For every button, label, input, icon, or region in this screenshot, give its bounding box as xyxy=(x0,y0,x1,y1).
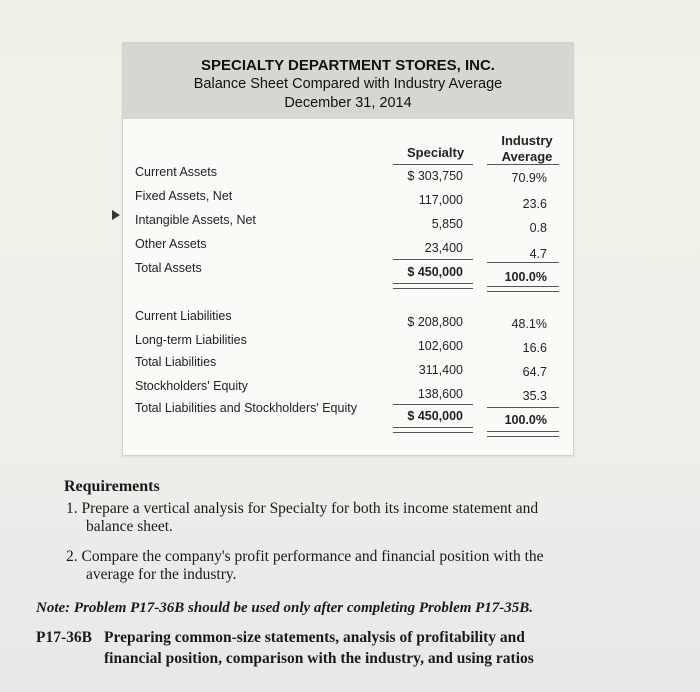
subtotal-rule-industry xyxy=(487,262,559,263)
row-label: Other Assets xyxy=(135,237,207,251)
row-industry-value: 4.7 xyxy=(529,247,547,261)
cursor-arrow-icon xyxy=(112,210,120,220)
row-label: Fixed Assets, Net xyxy=(135,189,233,203)
header-rule-specialty xyxy=(393,164,473,165)
company-name: SPECIALTY DEPARTMENT STORES, INC. xyxy=(201,57,495,74)
row-industry-value: 70.9% xyxy=(511,171,547,185)
row-specialty-value: $ 303,750 xyxy=(407,169,463,183)
requirement-1-line2: balance sheet. xyxy=(86,518,173,535)
problem-note: Note: Problem P17-36B should be used only after completing Problem P17-35B. xyxy=(36,600,534,616)
header-rule-industry xyxy=(487,164,559,165)
row-specialty-value: 138,600 xyxy=(417,387,463,401)
row-industry-value: 48.1% xyxy=(511,317,547,331)
row-label: Intangible Assets, Net xyxy=(135,213,256,227)
row-industry-value: 0.8 xyxy=(529,221,547,235)
subtotal-rule-industry xyxy=(487,407,559,408)
row-label: Current Liabilities xyxy=(135,309,232,323)
row-specialty-value: 23,400 xyxy=(424,241,463,255)
requirement-2-line1: 2. Compare the company's profit performance and financial position with the xyxy=(66,548,544,565)
row-label: Total Liabilities xyxy=(135,355,217,369)
row-industry-value: 100.0% xyxy=(504,413,547,427)
row-specialty-value: 311,400 xyxy=(418,363,463,377)
statement-subtitle: Balance Sheet Compared with Industry Average xyxy=(193,76,503,92)
requirements-heading: Requirements xyxy=(64,478,160,495)
row-label: Stockholders' Equity xyxy=(135,379,248,393)
row-specialty-value: $ 450,000 xyxy=(407,265,463,279)
row-label: Total Assets xyxy=(135,261,202,275)
balance-sheet-card xyxy=(122,42,574,456)
total-double-rule-specialty xyxy=(393,283,473,289)
total-double-rule-industry xyxy=(487,431,559,437)
requirement-2-line2: average for the industry. xyxy=(86,566,237,583)
row-industry-value: 64.7 xyxy=(522,365,547,379)
row-label: Current Assets xyxy=(135,165,217,179)
column-header-industry-line1: Industry xyxy=(501,133,553,148)
row-industry-value: 16.6 xyxy=(522,341,547,355)
row-label: Total Liabilities and Stockholders' Equity xyxy=(135,401,357,415)
problem-id: P17-36B xyxy=(36,629,92,646)
row-label: Long-term Liabilities xyxy=(135,333,247,347)
requirement-1-line1: 1. Prepare a vertical analysis for Specialty for both its income statement and xyxy=(66,500,539,517)
problem-title-line1: Preparing common-size statements, analysis of profitability and xyxy=(104,629,525,646)
row-specialty-value: 117,000 xyxy=(418,193,463,207)
statement-date: December 31, 2014 xyxy=(284,95,412,111)
row-industry-value: 35.3 xyxy=(522,389,547,403)
row-specialty-value: 102,600 xyxy=(417,339,463,353)
row-specialty-value: 5,850 xyxy=(431,217,463,231)
problem-title-line2: financial position, comparison with the industry, and using ratios xyxy=(104,650,534,667)
balance-sheet-header xyxy=(123,43,573,119)
column-header-specialty: Specialty xyxy=(407,145,465,160)
column-header-industry-line2: Average xyxy=(501,149,553,164)
total-double-rule-specialty xyxy=(393,427,473,433)
total-double-rule-industry xyxy=(487,286,559,292)
row-specialty-value: $ 208,800 xyxy=(407,315,463,329)
subtotal-rule-specialty xyxy=(393,259,473,260)
row-industry-value: 100.0% xyxy=(504,270,547,284)
subtotal-rule-specialty xyxy=(393,404,473,405)
row-specialty-value: $ 450,000 xyxy=(407,409,463,423)
row-industry-value: 23.6 xyxy=(522,197,547,211)
